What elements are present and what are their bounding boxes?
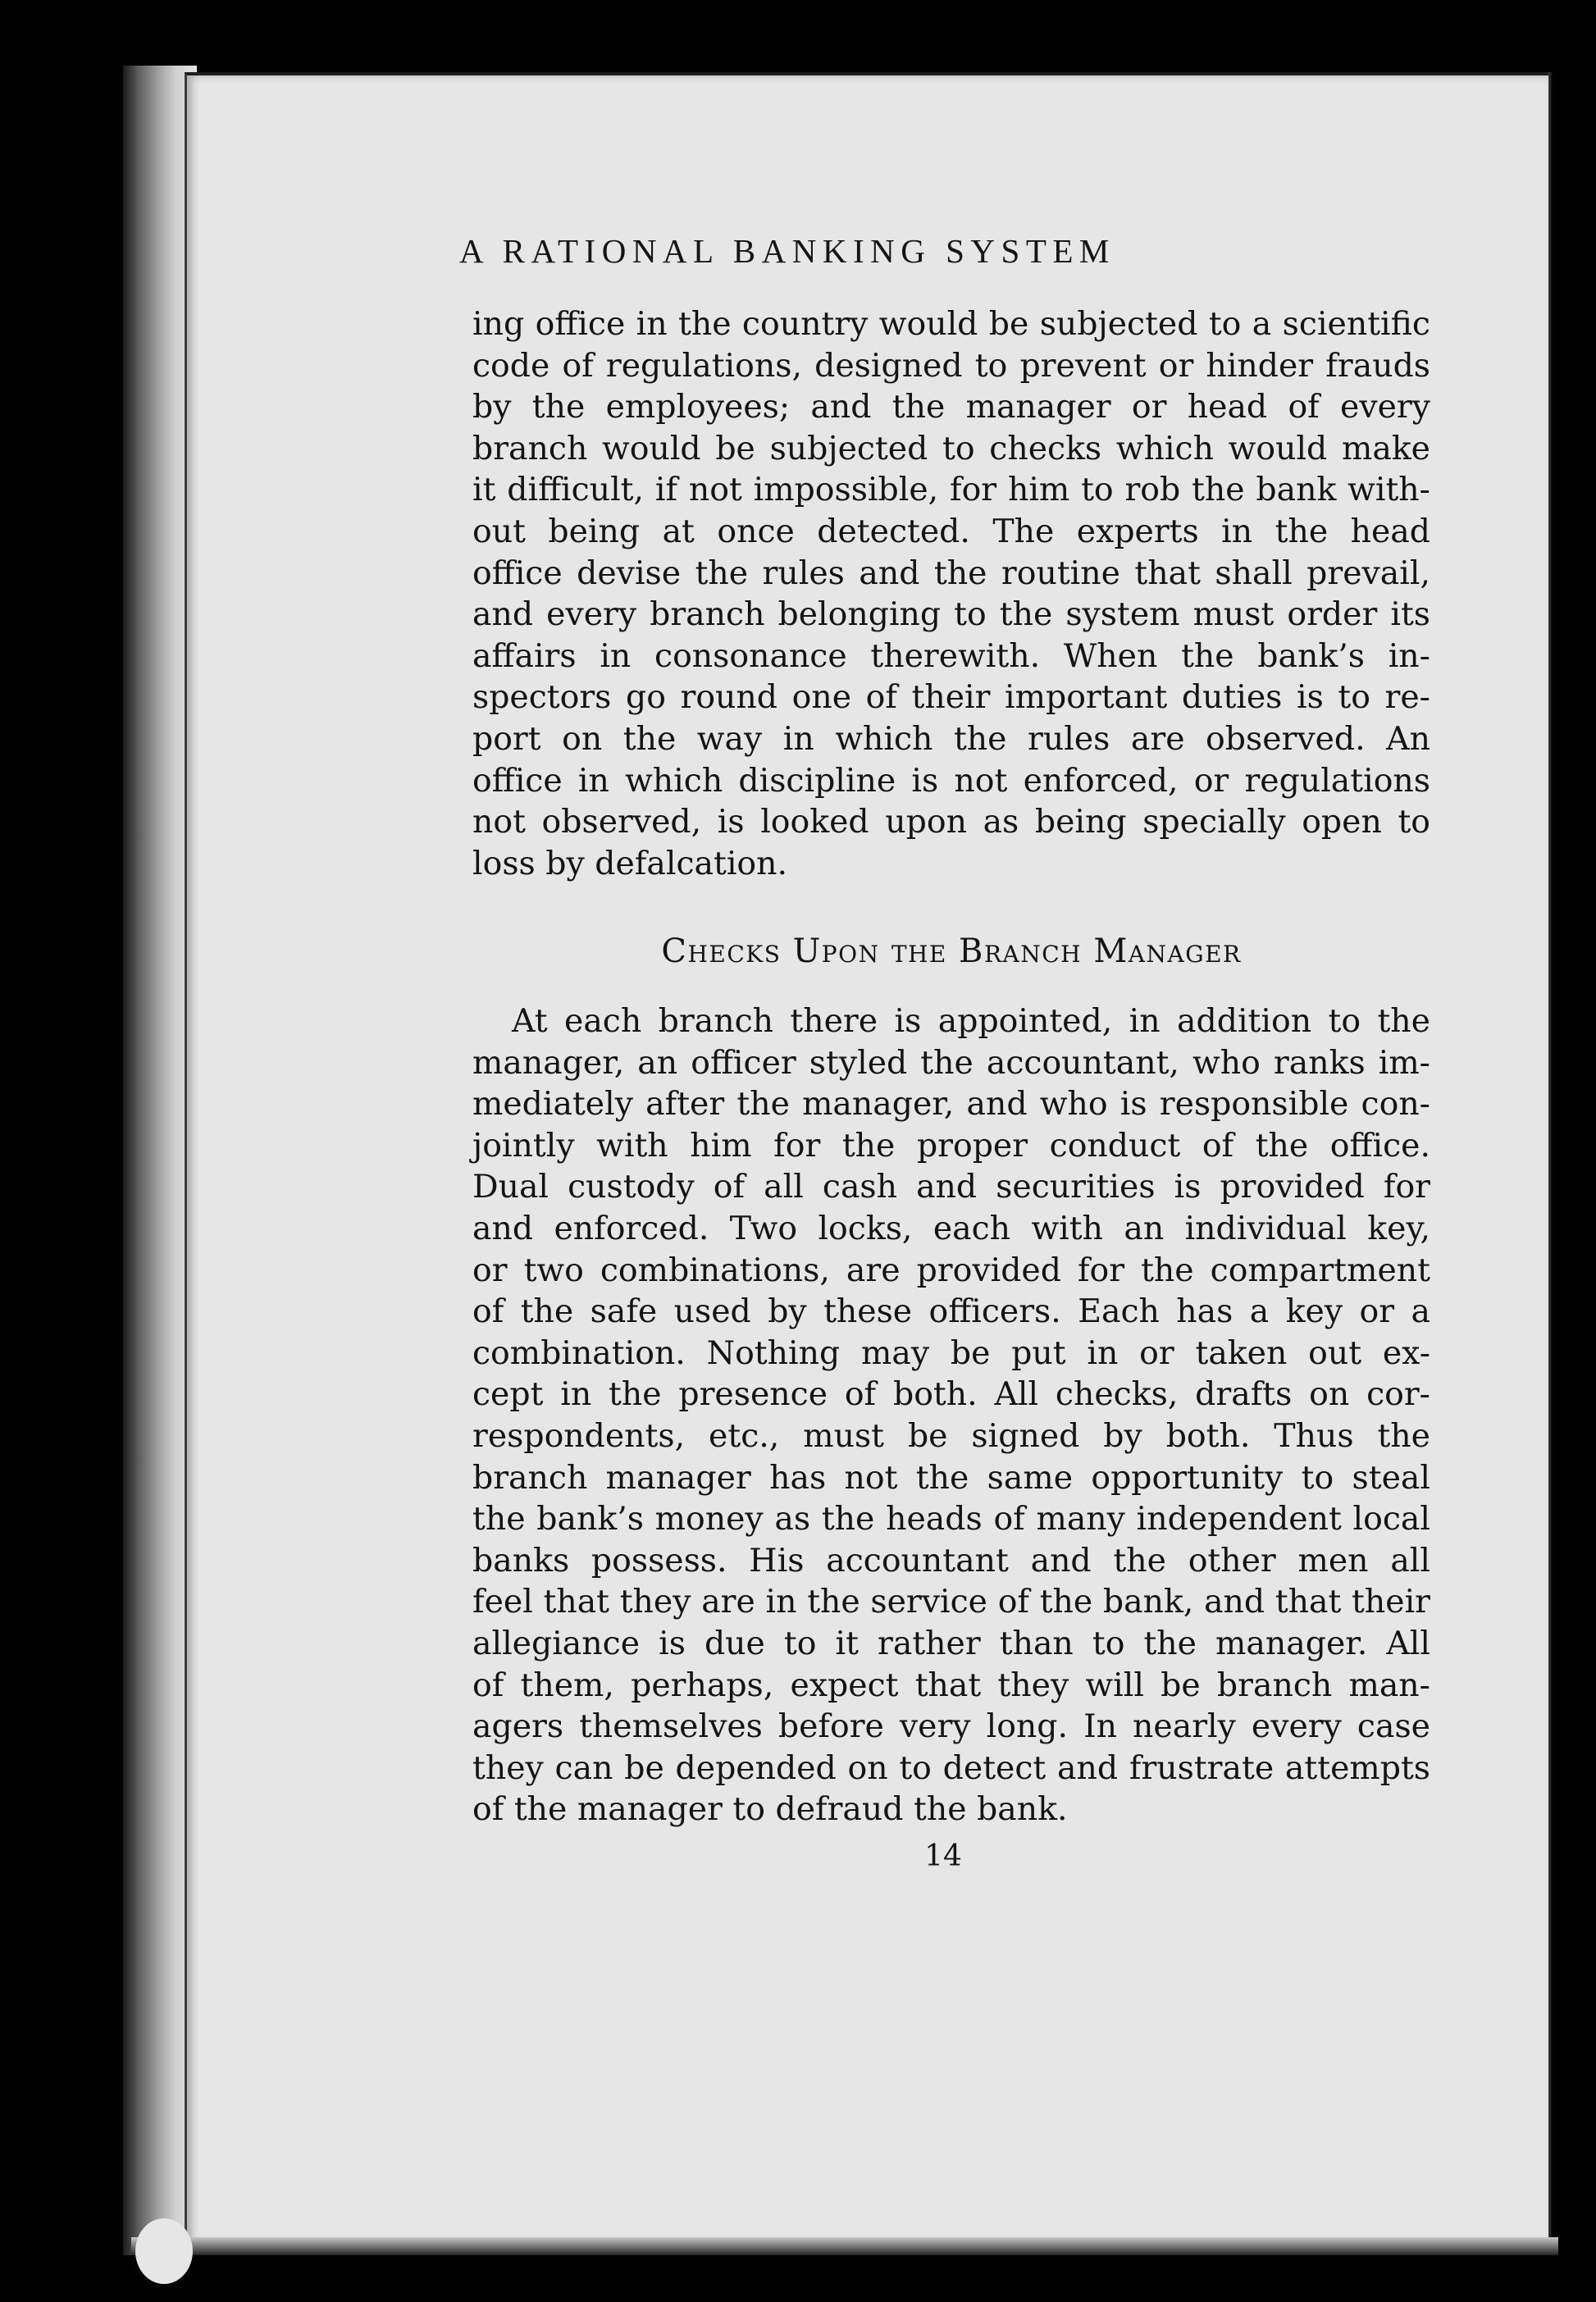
section-heading: Checks Upon the Branch Manager <box>661 932 1242 970</box>
page-bottom-edge <box>131 2237 1558 2255</box>
text-line: port on the way in which the rules are observed. An <box>472 719 1430 758</box>
text-line: branch manager has not the same opportunity to steal <box>472 1458 1430 1497</box>
text-line: Dual custody of all cash and securities is provided for <box>472 1168 1430 1206</box>
text-line: ing office in the country would be subjected to a scientific <box>472 305 1430 343</box>
text-line: and every branch belonging to the system must order its <box>472 595 1430 634</box>
text-line: of the manager to defraud the bank. <box>472 1790 1068 1829</box>
text-line: of the safe used by these officers. Each has a key or a <box>472 1292 1430 1331</box>
scan-artifact <box>135 2218 193 2284</box>
running-head: A RATIONAL BANKING SYSTEM <box>459 232 1115 270</box>
text-line: by the employees; and the manager or head of every <box>472 388 1430 426</box>
text-line: not observed, is looked upon as being specially open to <box>472 803 1430 841</box>
text-line: manager, an officer styled the accountant, who ranks im- <box>472 1043 1430 1082</box>
text-line: out being at once detected. The experts in the head <box>472 512 1430 550</box>
text-line: office in which discipline is not enforced, or regulations <box>472 761 1430 800</box>
text-line: and enforced. Two locks, each with an individual key, <box>472 1209 1430 1247</box>
text-line: agers themselves before very long. In nearly every case <box>472 1707 1430 1746</box>
text-line: respondents, etc., must be signed by both. Thus the <box>472 1416 1430 1455</box>
text-line: combination. Nothing may be put in or taken out ex- <box>472 1333 1430 1372</box>
text-line: of them, perhaps, expect that they will be branch man- <box>472 1666 1430 1704</box>
text-line: cept in the presence of both. All checks, drafts on cor- <box>472 1375 1430 1414</box>
text-line: code of regulations, designed to prevent or hinder frauds <box>472 346 1430 385</box>
text-line: the bank’s money as the heads of many independent local <box>472 1500 1430 1538</box>
text-line: they can be depended on to detect and frustrate attempts <box>472 1748 1430 1787</box>
paragraph-2 <box>472 1001 1430 1830</box>
text-line: or two combinations, are provided for the compartment <box>472 1251 1430 1289</box>
text-line: branch would be subjected to checks which would make <box>472 429 1430 467</box>
text-line: banks possess. His accountant and the other men all <box>472 1541 1430 1579</box>
text-line: spectors go round one of their important duties is to re- <box>472 678 1430 717</box>
text-line: loss by defalcation. <box>472 844 788 882</box>
page-number: 14 <box>924 1839 962 1873</box>
text-line: feel that they are in the service of the bank, and that their <box>472 1583 1430 1621</box>
text-line: it difficult, if not impossible, for him to rob the bank with- <box>472 471 1430 509</box>
text-line: allegiance is due to it rather than to the manager. All <box>472 1624 1430 1662</box>
text-line: office devise the rules and the routine that shall prevail, <box>472 554 1430 592</box>
text-line: affairs in consonance therewith. When the bank’s in- <box>472 636 1430 675</box>
text-line: jointly with him for the proper conduct of the office. <box>472 1126 1430 1165</box>
text-line: At each branch there is appointed, in addition to the <box>512 1002 1430 1040</box>
paragraph-1 <box>472 303 1430 884</box>
text-line: mediately after the manager, and who is responsible con- <box>472 1085 1430 1124</box>
